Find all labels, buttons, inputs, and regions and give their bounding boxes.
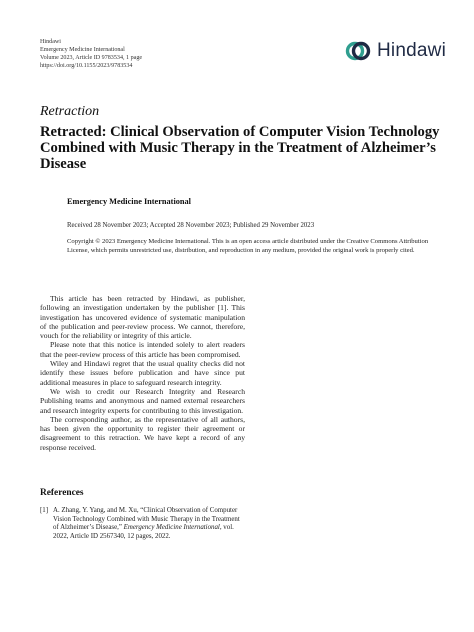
hindawi-ring-logo-icon [345,38,371,64]
article-meta [40,38,142,70]
logo-text: Hindawi [377,40,446,61]
body-paragraph: This article has been retracted by Hindawi, as publisher, following an investigation undertaken by the publisher [1]. This investigation has uncovered evidence of systematic manipulation of the publication and peer-review process. We cannot, therefore, vouch for the reliability or integrity of this article. [40,294,245,341]
volume-info: Volume 2023, Article ID 9783534, 1 page [40,55,143,62]
article-type: Retraction [40,104,100,119]
reference-journal: Emergency Medicine International [123,524,220,531]
reference-citation: A. Zhang, Y. Yang, and M. Xu, “Clinical Observation of Computer Vision Technology Combined with Music Therapy in the Treatment of Alzheimer’s Disease,” [53,507,240,531]
article-title: Retracted: Clinical Observation of Computer Vision Technology Combined with Music Therapy in the Treatment of Alzheimer’s Disease [40,124,440,172]
body-paragraph: Please note that this notice is intended solely to alert readers that the peer-review process of this article has been compromised. [40,340,245,359]
publication-dates: Received 28 November 2023; Accepted 28 November 2023; Published 29 November 2023 [67,222,315,229]
publisher-name: Hindawi [40,39,61,45]
copyright-notice: Copyright © 2023 Emergency Medicine International. This is an open access article distributed under the Creative Commons Attribution License, which permits unrestricted use, distribution, and reproduction in any medium, provided the original work is properly cited. [67,238,429,255]
hindawi-logo[interactable] [345,38,446,64]
retraction-body [40,294,245,452]
journal-byline: Emergency Medicine International [67,197,191,206]
body-paragraph: Wiley and Hindawi regret that the usual quality checks did not identify these issues before publication and have since put additional measures in place to safeguard research integrity. [40,359,245,387]
reference-text [53,507,245,541]
body-paragraph: We wish to credit our Research Integrity and Research Publishing teams and anonymous and named external researchers and research integrity experts for contributing to this investigation. [40,386,245,415]
doi-link[interactable]: https://doi.org/10.1155/2023/9783534 [40,63,133,70]
references-heading: References [40,488,84,498]
reference-number: [1] [40,507,49,514]
journal-name: Emergency Medicine International [40,47,125,54]
reference-details: , vol. 2022, Article ID 2567340, 12 pages, 2022. [53,524,234,540]
reference-item[interactable] [40,507,245,541]
body-paragraph: The corresponding author, as the representative of all authors, has been given the opportunity to register their agreement or disagreement to this retraction. We have kept a record of any response received. [40,414,245,452]
